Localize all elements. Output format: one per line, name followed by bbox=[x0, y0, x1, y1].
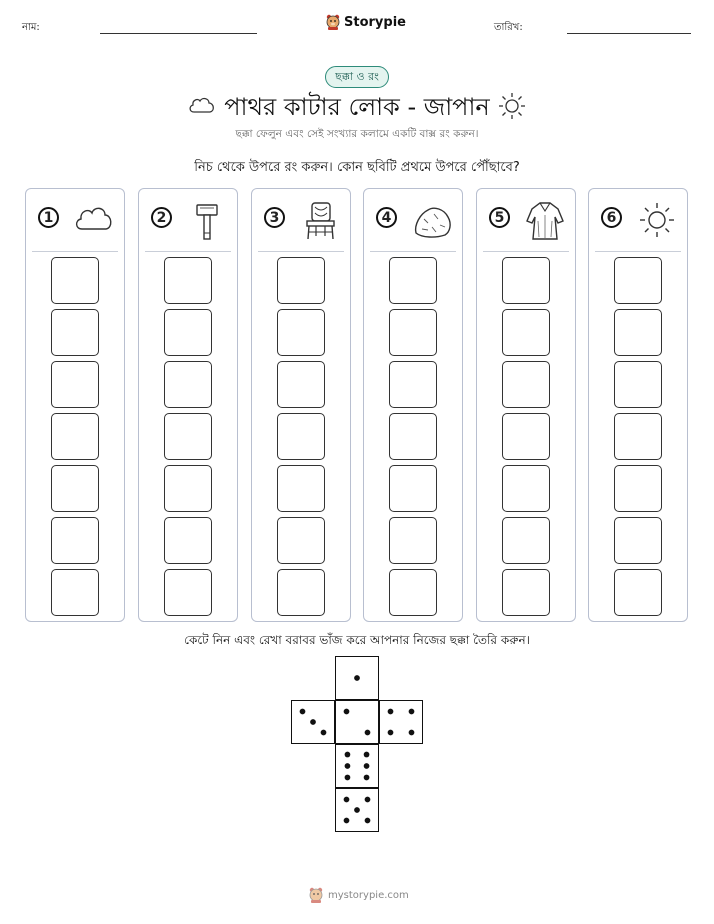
column-header bbox=[145, 189, 231, 252]
footer-mascot-icon bbox=[309, 887, 323, 903]
color-box[interactable] bbox=[164, 309, 212, 356]
column-header bbox=[258, 189, 344, 252]
color-box[interactable] bbox=[389, 361, 437, 408]
color-box[interactable] bbox=[502, 309, 550, 356]
box-stack bbox=[164, 257, 212, 621]
color-box[interactable] bbox=[51, 517, 99, 564]
color-box[interactable] bbox=[51, 465, 99, 512]
dice-pip bbox=[310, 719, 316, 725]
color-box[interactable] bbox=[389, 517, 437, 564]
footer-url[interactable]: mystorypie.com bbox=[328, 889, 409, 901]
color-box[interactable] bbox=[502, 465, 550, 512]
color-box[interactable] bbox=[277, 361, 325, 408]
box-stack bbox=[614, 257, 662, 621]
dice-pip bbox=[321, 730, 327, 736]
color-box[interactable] bbox=[277, 465, 325, 512]
color-box[interactable] bbox=[614, 465, 662, 512]
color-box[interactable] bbox=[502, 257, 550, 304]
dice-pip bbox=[345, 775, 351, 781]
page-subtitle: ছক্কা ফেলুন এবং সেই সংখ্যার কলামে একটি বাক্স রং করুন। bbox=[235, 128, 479, 140]
dice-pip bbox=[354, 807, 360, 813]
color-box[interactable] bbox=[389, 309, 437, 356]
dice-pip bbox=[409, 709, 415, 715]
column-1 bbox=[25, 188, 125, 622]
color-box[interactable] bbox=[164, 569, 212, 616]
robe-icon bbox=[525, 199, 565, 241]
instruction-question: নিচ থেকে উপরে রং করুন। কোন ছবিটি প্রথমে উপরে পৌঁছাবে? bbox=[194, 160, 520, 175]
color-box[interactable] bbox=[614, 257, 662, 304]
column-number: 5 bbox=[489, 207, 510, 228]
color-box[interactable] bbox=[51, 257, 99, 304]
dice-pip bbox=[354, 675, 360, 681]
dice-face-4 bbox=[379, 700, 423, 744]
color-box[interactable] bbox=[277, 517, 325, 564]
dice-pip bbox=[364, 763, 370, 769]
column-header bbox=[483, 189, 569, 252]
dice-pip bbox=[388, 709, 394, 715]
color-box[interactable] bbox=[614, 517, 662, 564]
footer bbox=[309, 887, 409, 903]
date-line[interactable] bbox=[567, 33, 691, 34]
color-box[interactable] bbox=[389, 257, 437, 304]
color-box[interactable] bbox=[164, 465, 212, 512]
color-box[interactable] bbox=[389, 413, 437, 460]
brand-logo bbox=[326, 14, 406, 30]
color-box[interactable] bbox=[51, 413, 99, 460]
date-label: তারিখ: bbox=[494, 22, 523, 33]
color-box[interactable] bbox=[164, 257, 212, 304]
dice-pip bbox=[344, 709, 350, 715]
color-box[interactable] bbox=[51, 309, 99, 356]
storypie-mascot-icon bbox=[326, 14, 340, 30]
box-stack bbox=[389, 257, 437, 621]
dice-pip bbox=[300, 709, 306, 715]
title-sun-icon bbox=[498, 92, 526, 120]
column-5 bbox=[476, 188, 576, 622]
box-stack bbox=[51, 257, 99, 621]
rock-icon bbox=[412, 199, 452, 241]
color-box[interactable] bbox=[614, 361, 662, 408]
column-header bbox=[32, 189, 118, 252]
activity-badge: ছক্কা ও রং bbox=[325, 66, 389, 88]
dice-pip bbox=[365, 730, 371, 736]
dice-pip bbox=[364, 775, 370, 781]
dice-pip bbox=[364, 752, 370, 758]
color-box[interactable] bbox=[614, 569, 662, 616]
dice-pips bbox=[336, 789, 378, 831]
dice-pip bbox=[344, 797, 350, 803]
column-number: 4 bbox=[376, 207, 397, 228]
dice-pip bbox=[365, 797, 371, 803]
dice-pips bbox=[292, 701, 334, 743]
dice-pip bbox=[409, 730, 415, 736]
dice-pips bbox=[380, 701, 422, 743]
dice-pips bbox=[336, 701, 378, 743]
box-stack bbox=[277, 257, 325, 621]
color-box[interactable] bbox=[502, 361, 550, 408]
color-box[interactable] bbox=[164, 517, 212, 564]
color-box[interactable] bbox=[502, 569, 550, 616]
name-line[interactable] bbox=[100, 33, 257, 34]
color-box[interactable] bbox=[51, 569, 99, 616]
color-box[interactable] bbox=[277, 569, 325, 616]
dice-pip bbox=[345, 752, 351, 758]
column-3 bbox=[251, 188, 351, 622]
box-stack bbox=[502, 257, 550, 621]
column-number: 2 bbox=[151, 207, 172, 228]
cloud-icon bbox=[74, 199, 114, 241]
chair-icon bbox=[300, 199, 340, 241]
dice-pip bbox=[345, 763, 351, 769]
color-box[interactable] bbox=[277, 309, 325, 356]
dice-pips bbox=[336, 745, 378, 787]
color-box[interactable] bbox=[51, 361, 99, 408]
name-label: নাম: bbox=[22, 22, 40, 33]
color-box[interactable] bbox=[502, 413, 550, 460]
dice-pip bbox=[344, 818, 350, 824]
column-number: 6 bbox=[601, 207, 622, 228]
cut-instruction: কেটে নিন এবং রেখা বরাবর ভাঁজ করে আপনার নিজের ছক্কা তৈরি করুন। bbox=[184, 633, 530, 647]
color-box[interactable] bbox=[389, 569, 437, 616]
dice-face-3 bbox=[291, 700, 335, 744]
color-box[interactable] bbox=[389, 465, 437, 512]
dice-face-6 bbox=[335, 744, 379, 788]
color-box[interactable] bbox=[164, 361, 212, 408]
color-box[interactable] bbox=[277, 413, 325, 460]
dice-pip bbox=[365, 818, 371, 824]
color-box[interactable] bbox=[502, 517, 550, 564]
column-6 bbox=[588, 188, 688, 622]
brand-name: Storypie bbox=[344, 14, 406, 30]
column-number: 1 bbox=[38, 207, 59, 228]
column-header bbox=[595, 189, 681, 252]
column-4 bbox=[363, 188, 463, 622]
column-2 bbox=[138, 188, 238, 622]
sun-icon bbox=[637, 199, 677, 241]
dice-face-5 bbox=[335, 788, 379, 832]
color-box[interactable] bbox=[277, 257, 325, 304]
color-box[interactable] bbox=[614, 309, 662, 356]
column-number: 3 bbox=[264, 207, 285, 228]
dice-pip bbox=[388, 730, 394, 736]
color-box[interactable] bbox=[614, 413, 662, 460]
dice-pips bbox=[336, 657, 378, 699]
column-header bbox=[370, 189, 456, 252]
dice-face-2 bbox=[335, 700, 379, 744]
hammer-icon bbox=[187, 199, 227, 241]
color-box[interactable] bbox=[164, 413, 212, 460]
page-title: পাথর কাটার লোক - জাপান bbox=[224, 93, 490, 121]
dice-face-1 bbox=[335, 656, 379, 700]
